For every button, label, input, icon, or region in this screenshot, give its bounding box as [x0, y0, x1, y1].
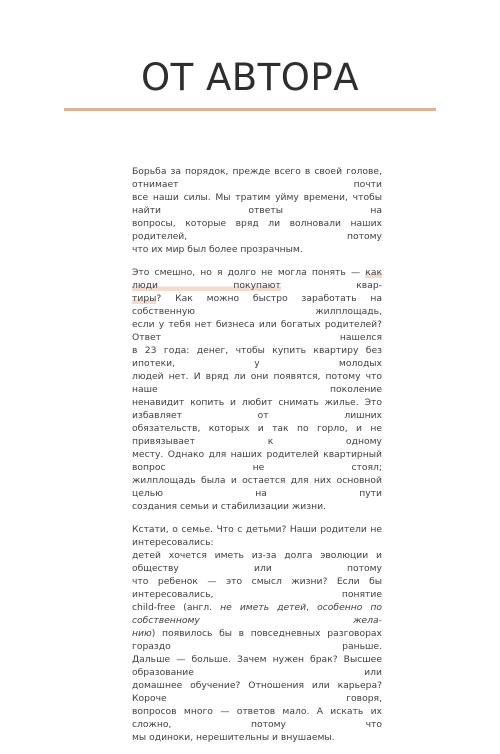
text-line: [132, 344, 382, 370]
title-divider: [64, 108, 436, 111]
text-segment: в 23 года: денег, чтобы купить квартиру без ипотеки, у молодых: [132, 345, 382, 369]
text-line: [132, 601, 382, 627]
text-line: [132, 731, 382, 744]
highlighted-text: тиры: [132, 293, 157, 304]
text-line: [132, 266, 382, 292]
body-text: [132, 165, 382, 754]
italic-text: нию: [132, 628, 152, 639]
text-line: [132, 549, 382, 575]
text-line: [132, 523, 382, 549]
text-segment: вопросы, которые вряд ли волновали наших родителей, потому: [132, 218, 382, 242]
text-segment: людей нет. И вряд ли они появятся, потому что наше поколение: [132, 371, 382, 395]
text-line: [132, 474, 382, 500]
text-segment: жилплощадь была и остается для них основной целью на пути: [132, 475, 382, 499]
text-line: [132, 422, 382, 448]
text-segment: ? Как можно быстро заработать на собственную жилплощадь,: [132, 293, 382, 317]
text-line: [132, 627, 382, 653]
page-title: ОТ АВТОРА: [140, 56, 360, 99]
text-segment: child-free (англ.: [132, 602, 221, 613]
text-line: [132, 292, 382, 318]
text-segment: создания семьи и стабилизации жизни.: [132, 501, 326, 512]
text-line: [132, 217, 382, 243]
highlighted-text: как люди покупают: [132, 267, 382, 291]
text-segment: Это смешно, но я долго не могла понять —: [132, 267, 366, 278]
text-segment: что ребенок — это смысл жизни? Если бы интересовались, понятие: [132, 576, 382, 600]
text-line: [132, 191, 382, 217]
text-segment: вопросов много — ответов мало. А искать их сложно, потому что: [132, 706, 382, 730]
text-segment: мы одиноки, нерешительны и внушаемы.: [132, 732, 335, 743]
text-segment: все наши силы. Мы тратим уйму времени, чтобы найти ответы на: [132, 192, 382, 216]
text-segment: месту. Однако для наших родителей квартирный вопрос не стоял;: [132, 449, 382, 473]
text-line: [132, 165, 382, 191]
text-line: [132, 679, 382, 705]
text-segment: Борьба за порядок, прежде всего в своей голове, отнимает почти: [132, 166, 382, 190]
text-segment: ,: [306, 602, 318, 613]
text-line: [132, 653, 382, 679]
text-segment: что их мир был более прозрачным.: [132, 244, 303, 255]
text-segment: домашнее обучение? Отношения или карьера? Короче говоря,: [132, 680, 382, 704]
text-line: [132, 396, 382, 422]
text-segment: Кстати, о семье. Что с детьми? Наши родители не интересовались:: [132, 524, 382, 548]
text-segment: ненавидит копить и любит снимать жилье. Это избавляет от лишних: [132, 397, 382, 421]
paragraph: [132, 266, 382, 513]
text-segment: Дальше — больше. Зачем нужен брак? Высшее образование или: [132, 654, 382, 678]
text-segment: детей хочется иметь из-за долга эволюции и обществу или потому: [132, 550, 382, 574]
text-segment: если у тебя нет бизнеса или богатых родителей? Ответ нашелся: [132, 319, 382, 343]
text-line: [132, 575, 382, 601]
paragraph: [132, 523, 382, 744]
italic-text: не иметь детей: [220, 602, 307, 613]
text-segment: ) появилось бы в повседневных разговорах гораздо раньше.: [132, 628, 382, 652]
paragraph: [132, 165, 382, 256]
text-line: [132, 370, 382, 396]
text-segment: квар-: [280, 280, 382, 291]
text-line: [132, 500, 382, 513]
text-line: [132, 243, 382, 256]
text-line: [132, 705, 382, 731]
text-segment: обязательств, которых и так по горло, и не привязывает к одному: [132, 423, 382, 447]
italic-text: особенно по собственному жела-: [132, 602, 383, 626]
text-line: [132, 448, 382, 474]
text-line: [132, 318, 382, 344]
